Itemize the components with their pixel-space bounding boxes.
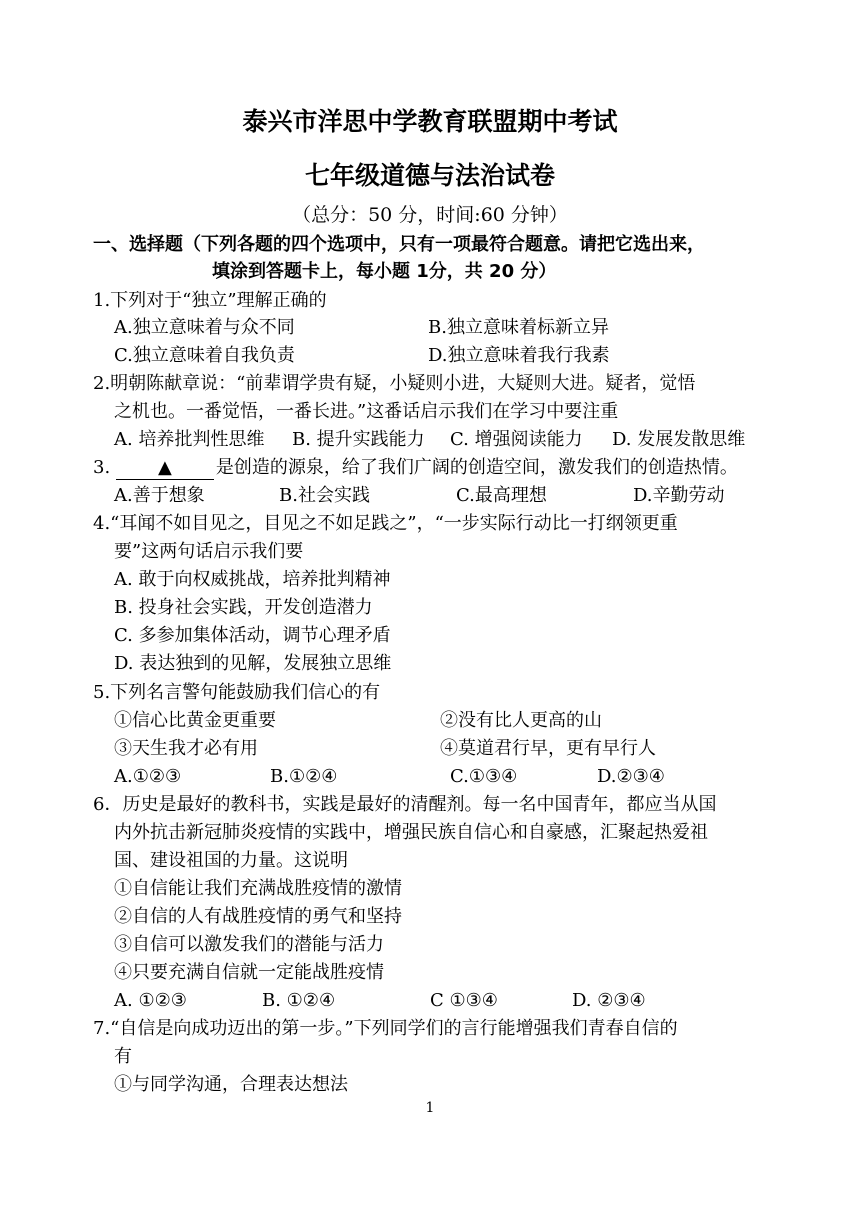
q4-stem-line1: 4.“耳闻不如目见之，目见之不如足践之”，“一步实际行动比一打纲领更重 [93,513,678,534]
q4-stem-line2: 要”这两句话启示我们要 [114,541,304,562]
q6-statement-1: ①自信能让我们充满战胜疫情的激情 [114,878,402,899]
q7-stem-line2: 有 [114,1046,132,1067]
section-heading-line2: 填涂到答题卡上，每小题 1分，共 20 分） [212,261,557,282]
q6-stem-line3: 国、建设祖国的力量。这说明 [114,850,348,871]
q1-option-a: A.独立意味着与众不同 [114,317,295,338]
q1-option-b: B.独立意味着标新立异 [428,317,609,338]
q5-option-c: C.①③④ [450,766,518,787]
q3-fill-blank: ▲ [116,457,214,480]
q5-option-b: B.①②④ [270,766,338,787]
exam-subtitle: 七年级道德与法治试卷 [304,161,555,190]
exam-meta: （总分：50 分，时间:60 分钟） [292,204,568,226]
q4-option-c: C. 多参加集体活动，调节心理矛盾 [114,625,391,646]
q2-option-c: C. 增强阅读能力 [450,429,583,450]
q5-statement-4: ④莫道君行早，更有早行人 [440,738,656,759]
q3-option-d: D.辛勤劳动 [633,485,725,506]
q3-stem-row [93,455,738,481]
q1-stem: 1.下列对于“独立”理解正确的 [93,290,327,311]
section-heading-line1: 一、选择题（下列各题的四个选项中，只有一项最符合题意。请把它选出来， [93,234,705,255]
q5-option-d: D.②③④ [597,766,665,787]
q5-statement-3: ③天生我才必有用 [114,738,258,759]
q3-option-a: A.善于想象 [114,485,205,506]
q5-stem: 5.下列名言警句能鼓励我们信心的有 [93,682,381,703]
q5-statement-1: ①信心比黄金更重要 [114,710,276,731]
q6-option-b: B. ①②④ [262,990,336,1011]
q2-option-d: D. 发展发散思维 [612,429,746,450]
q6-statement-3: ③自信可以激发我们的潜能与活力 [114,934,384,955]
q3-option-c: C.最高理想 [456,485,547,506]
q3-number: 3. [93,457,111,478]
q2-option-a: A. 培养批判性思维 [114,429,265,450]
q7-stem-line1: 7.“自信是向成功迈出的第一步。”下列同学们的言行能增强我们青春自信的 [93,1018,678,1039]
q5-option-a: A.①②③ [114,766,182,787]
q4-option-a: A. 敢于向权威挑战，培养批判精神 [114,569,391,590]
q6-option-c: C ①③④ [430,990,498,1011]
q4-option-d: D. 表达独到的见解，发展独立思维 [114,653,392,674]
q6-stem-line2: 内外抗击新冠肺炎疫情的实践中，增强民族自信心和自豪感，汇聚起热爱祖 [114,822,708,843]
q6-statement-2: ②自信的人有战胜疫情的勇气和坚持 [114,906,402,927]
q2-stem-line1: 2.明朝陈献章说：“前辈谓学贵有疑，小疑则小进，大疑则大进。疑者，觉悟 [93,373,696,394]
page-number: 1 [425,1100,435,1116]
q5-statement-2: ②没有比人更高的山 [440,710,602,731]
q2-option-b: B. 提升实践能力 [292,429,425,450]
exam-title: 泰兴市洋思中学教育联盟期中考试 [242,107,618,136]
q3-option-b: B.社会实践 [279,485,370,506]
q1-option-c: C.独立意味着自我负责 [114,345,295,366]
q2-stem-line2: 之机也。一番觉悟，一番长进。”这番话启示我们在学习中要注重 [114,401,619,422]
q4-option-b: B. 投身社会实践，开发创造潜力 [114,597,373,618]
q1-option-d: D.独立意味着我行我素 [428,345,610,366]
q6-option-a: A. ①②③ [114,990,187,1011]
q6-statement-4: ④只要充满自信就一定能战胜疫情 [114,962,384,983]
q3-stem: 是创造的源泉，给了我们广阔的创造空间，激发我们的创造热情。 [215,457,738,478]
q7-statement-1: ①与同学沟通，合理表达想法 [114,1074,348,1095]
q6-stem-line1: 6．历史是最好的教科书，实践是最好的清醒剂。每一名中国青年，都应当从国 [93,794,717,815]
q6-option-d: D. ②③④ [572,990,646,1011]
